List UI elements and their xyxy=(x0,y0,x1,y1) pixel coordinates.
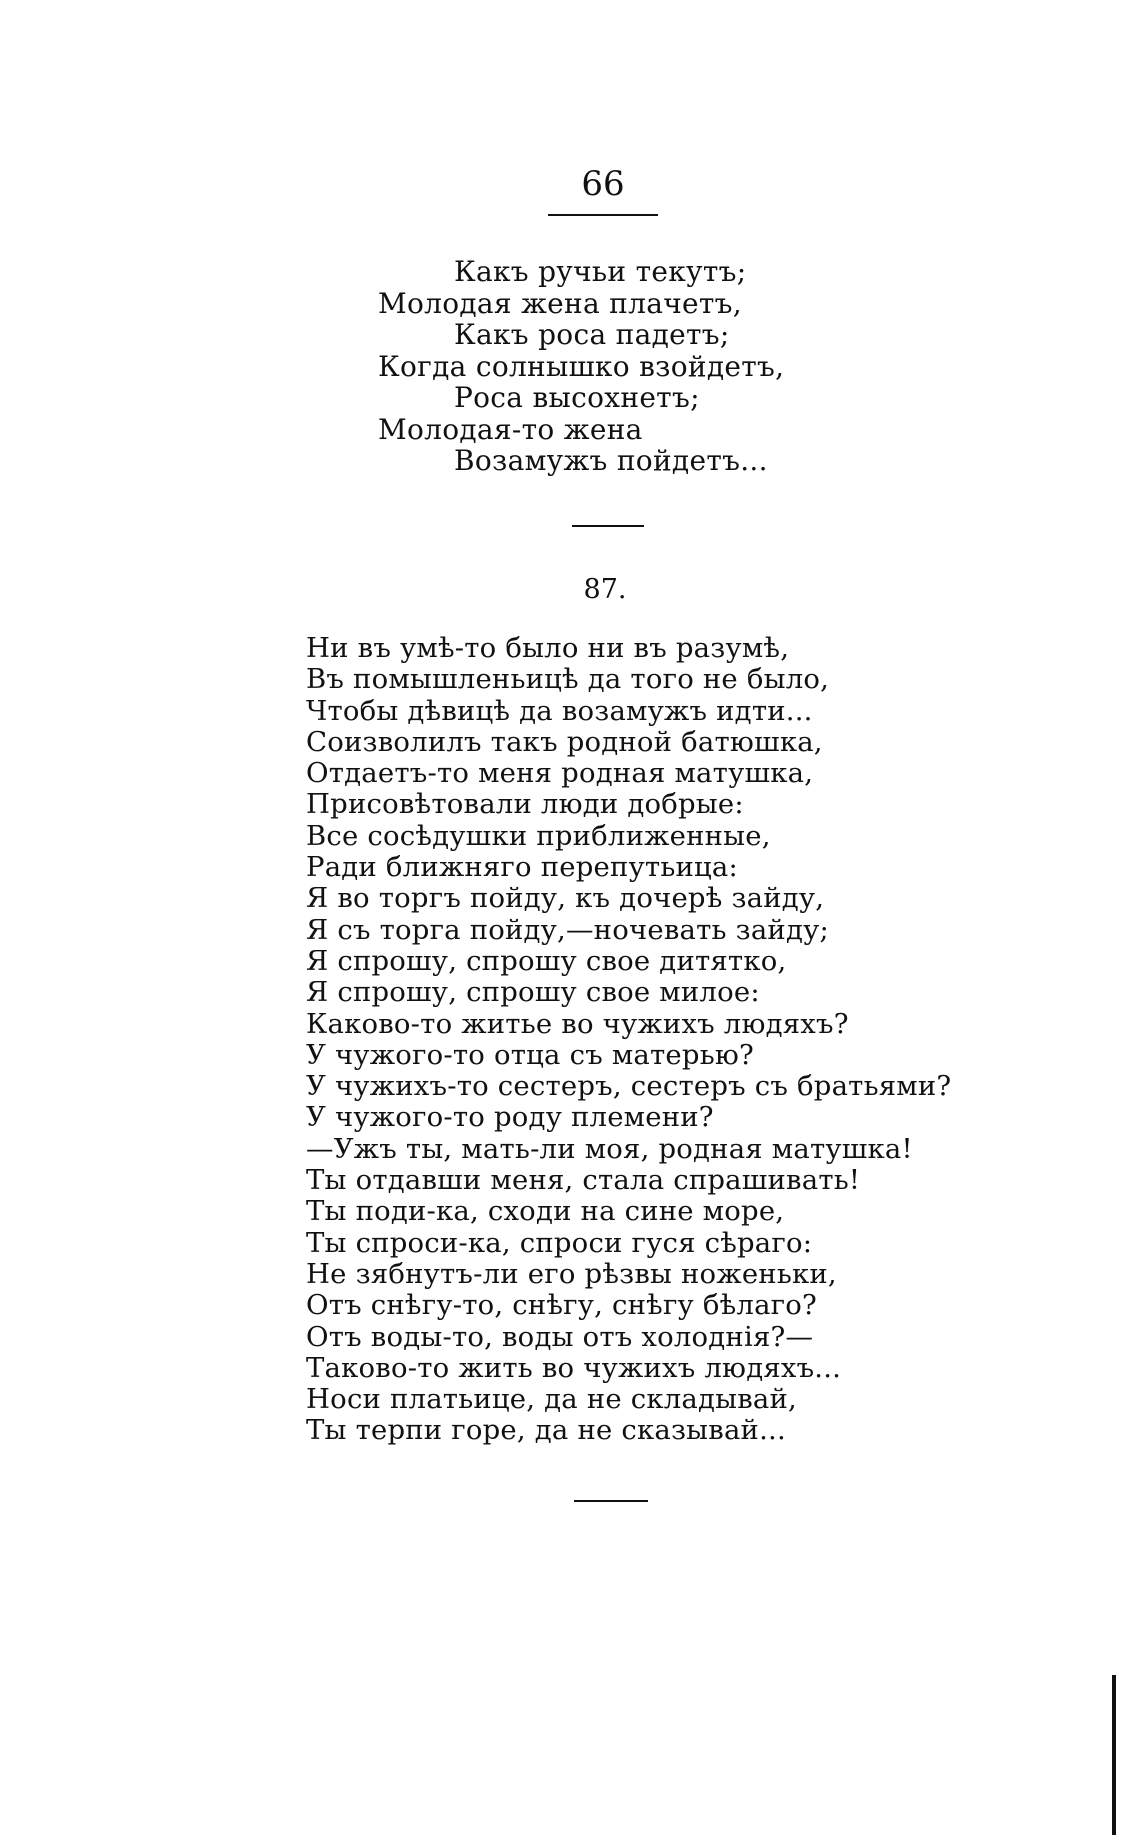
verse-line: Не зябнутъ-ли его рѣзвы ноженьки, xyxy=(306,1257,837,1290)
verse-line: Носи платьице, да не складывай, xyxy=(306,1383,797,1416)
verse-line: Отъ снѣгу-то, снѣгу, снѣгу бѣлаго? xyxy=(306,1289,817,1322)
verse-line: Ты поди-ка, сходи на сине море, xyxy=(306,1195,785,1228)
verse-line: Я съ торга пойду,—ночевать зайду; xyxy=(306,913,829,946)
verse-line: Отъ воды-то, воды отъ холоднія?— xyxy=(306,1320,814,1353)
verse-line: Я спрошу, спрошу свое милое: xyxy=(306,976,760,1009)
verse-line: Все сосѣдушки приближенные, xyxy=(306,819,771,852)
verse-line: У чужихъ-то сестеръ, сестеръ съ братьями? xyxy=(306,1070,952,1103)
verse-line: Чтобы дѣвицѣ да возамужъ идти... xyxy=(306,694,813,727)
poem-fragment xyxy=(378,256,784,477)
verse-line: Соизволилъ такъ родной батюшка, xyxy=(306,725,823,758)
verse-line: Отдаетъ-то меня родная матушка, xyxy=(306,757,814,790)
verse-line: Ты отдавши меня, стала спрашивать! xyxy=(306,1164,861,1197)
verse-line: Ты спроси-ка, спроси гуся сѣраго: xyxy=(306,1226,813,1259)
verse-line: Молодая-то жена xyxy=(378,412,643,446)
verse-line: У чужого-то отца съ матерью? xyxy=(306,1038,754,1071)
verse-line: —Ужъ ты, мать-ли моя, родная матушка! xyxy=(306,1132,913,1165)
poem-number: 87. xyxy=(583,574,627,605)
verse-line: Я спрошу, спрошу свое дитятко, xyxy=(306,944,787,977)
end-divider xyxy=(574,1500,648,1502)
verse-line: Какъ роса падетъ; xyxy=(454,318,730,351)
verse-line: Молодая жена плачетъ, xyxy=(378,286,742,320)
section-divider xyxy=(572,525,644,527)
binding-edge xyxy=(1112,1675,1116,1835)
verse-line: Ни въ умѣ-то было ни въ разумѣ, xyxy=(306,632,790,664)
verse-line: Въ помышленьицѣ да того не было, xyxy=(306,663,830,696)
verse-line: Какъ ручьи текутъ; xyxy=(454,255,747,288)
verse-line: У чужого-то роду племени? xyxy=(306,1101,714,1134)
verse-line: Присовѣтовали люди добрые: xyxy=(306,788,744,821)
page-number-rule xyxy=(548,214,658,216)
verse-line: Роса высохнетъ; xyxy=(454,381,700,414)
verse-line: Ради ближняго перепутьица: xyxy=(306,851,738,884)
verse-line: Каково-то житье во чужихъ людяхъ? xyxy=(306,1007,849,1040)
verse-line: Возамужъ пойдетъ... xyxy=(454,444,768,477)
verse-line: Когда солнышко взойдетъ, xyxy=(378,349,785,383)
verse-line: Я во торгъ пойду, къ дочерѣ зайду, xyxy=(306,882,825,915)
poem-87 xyxy=(306,633,951,1447)
page-number: 66 xyxy=(581,164,625,204)
verse-line: Таково-то жить во чужихъ людяхъ... xyxy=(306,1351,842,1384)
verse-line: Ты терпи горе, да не сказывай... xyxy=(306,1414,786,1447)
